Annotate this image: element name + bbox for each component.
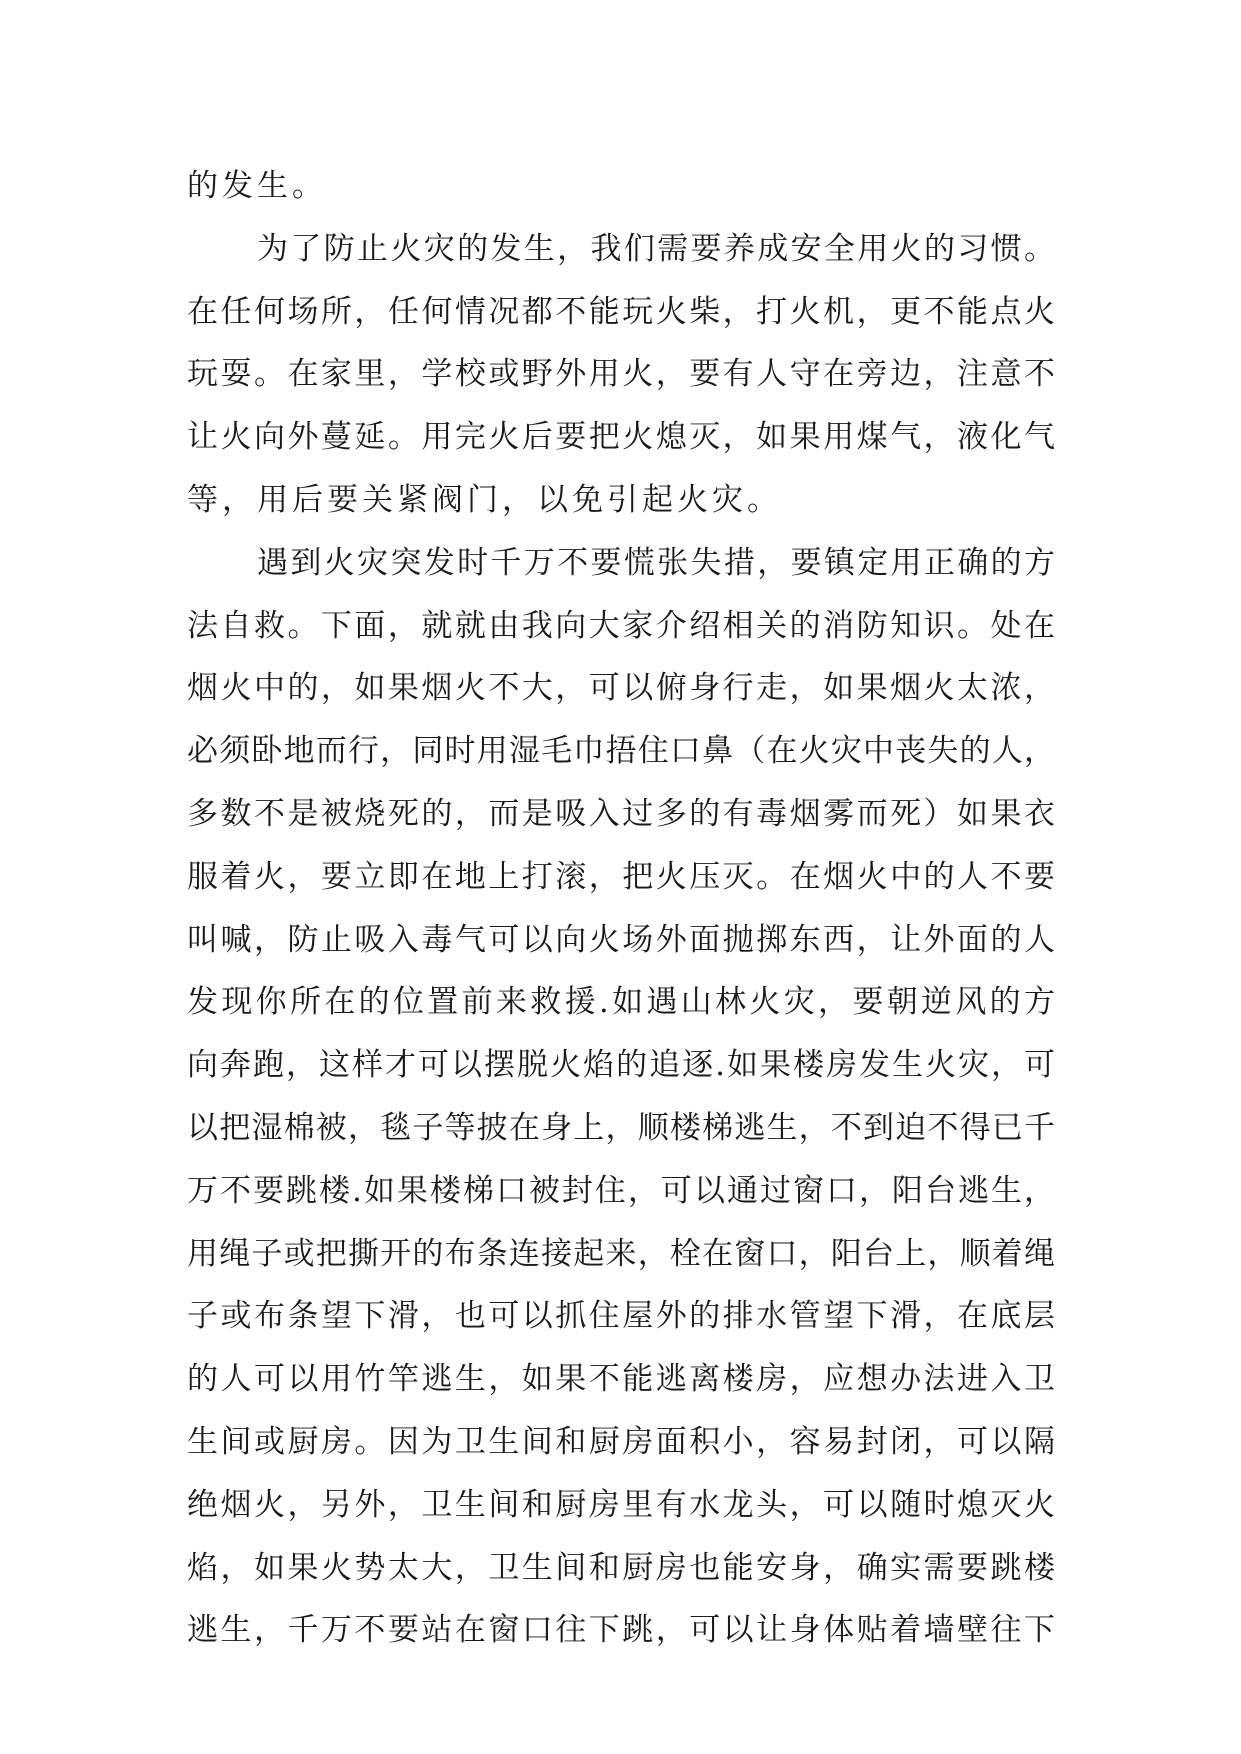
text-line: 逃生，千万不要站在窗口往下跳，可以让身体贴着墙壁往下 <box>187 1612 1055 1649</box>
text-line: 用绳子或把撕开的布条连接起来，栓在窗口，阳台上，顺着绳 <box>187 1235 1055 1272</box>
text-line: 子或布条望下滑，也可以抓住屋外的排水管望下滑，在底层 <box>187 1298 1055 1335</box>
text-line: 遇到火灾突发时千万不要慌张失措，要镇定用正确的方 <box>257 544 1055 581</box>
text-line: 必须卧地而行，同时用湿毛巾捂住口鼻（在火灾中丧失的人， <box>187 733 1055 770</box>
text-line: 让火向外蔓延。用完火后要把火熄灭，如果用煤气，液化气 <box>187 419 1055 456</box>
body-text <box>187 155 1055 1662</box>
text-line: 为了防止火灾的发生，我们需要养成安全用火的习惯。 <box>257 230 1055 267</box>
text-line: 生间或厨房。因为卫生间和厨房面积小，容易封闭，可以隔 <box>187 1423 1055 1460</box>
text-line: 向奔跑，这样才可以摆脱火焰的追逐.如果楼房发生火灾，可 <box>187 1047 1055 1084</box>
text-line: 发现你所在的位置前来救援.如遇山林火灾，要朝逆风的方 <box>187 984 1055 1021</box>
text-line: 多数不是被烧死的，而是吸入过多的有毒烟雾而死）如果衣 <box>187 795 1055 832</box>
text-line: 以把湿棉被，毯子等披在身上，顺楼梯逃生，不到迫不得已千 <box>187 1109 1055 1146</box>
text-line: 叫喊，防止吸入毒气可以向火场外面抛掷东西，让外面的人 <box>187 921 1055 958</box>
text-line: 绝烟火，另外，卫生间和厨房里有水龙头，可以随时熄灭火 <box>187 1486 1055 1523</box>
text-line: 等，用后要关紧阀门，以免引起火灾。 <box>187 481 782 518</box>
text-line: 焰，如果火势太大，卫生间和厨房也能安身，确实需要跳楼 <box>187 1549 1055 1586</box>
text-line: 的人可以用竹竿逃生，如果不能逃离楼房，应想办法进入卫 <box>187 1361 1055 1398</box>
text-line: 万不要跳楼.如果楼梯口被封住，可以通过窗口，阳台逃生， <box>187 1172 1055 1209</box>
text-line: 的发生。 <box>187 168 327 204</box>
text-line: 烟火中的，如果烟火不大，可以俯身行走，如果烟火太浓， <box>187 670 1055 707</box>
text-line: 服着火，要立即在地上打滚，把火压灭。在烟火中的人不要 <box>187 858 1055 895</box>
text-line: 在任何场所，任何情况都不能玩火柴，打火机，更不能点火 <box>187 293 1055 330</box>
text-line: 法自救。下面，就就由我向大家介绍相关的消防知识。处在 <box>187 607 1055 644</box>
text-line: 玩耍。在家里，学校或野外用火，要有人守在旁边，注意不 <box>187 356 1055 393</box>
